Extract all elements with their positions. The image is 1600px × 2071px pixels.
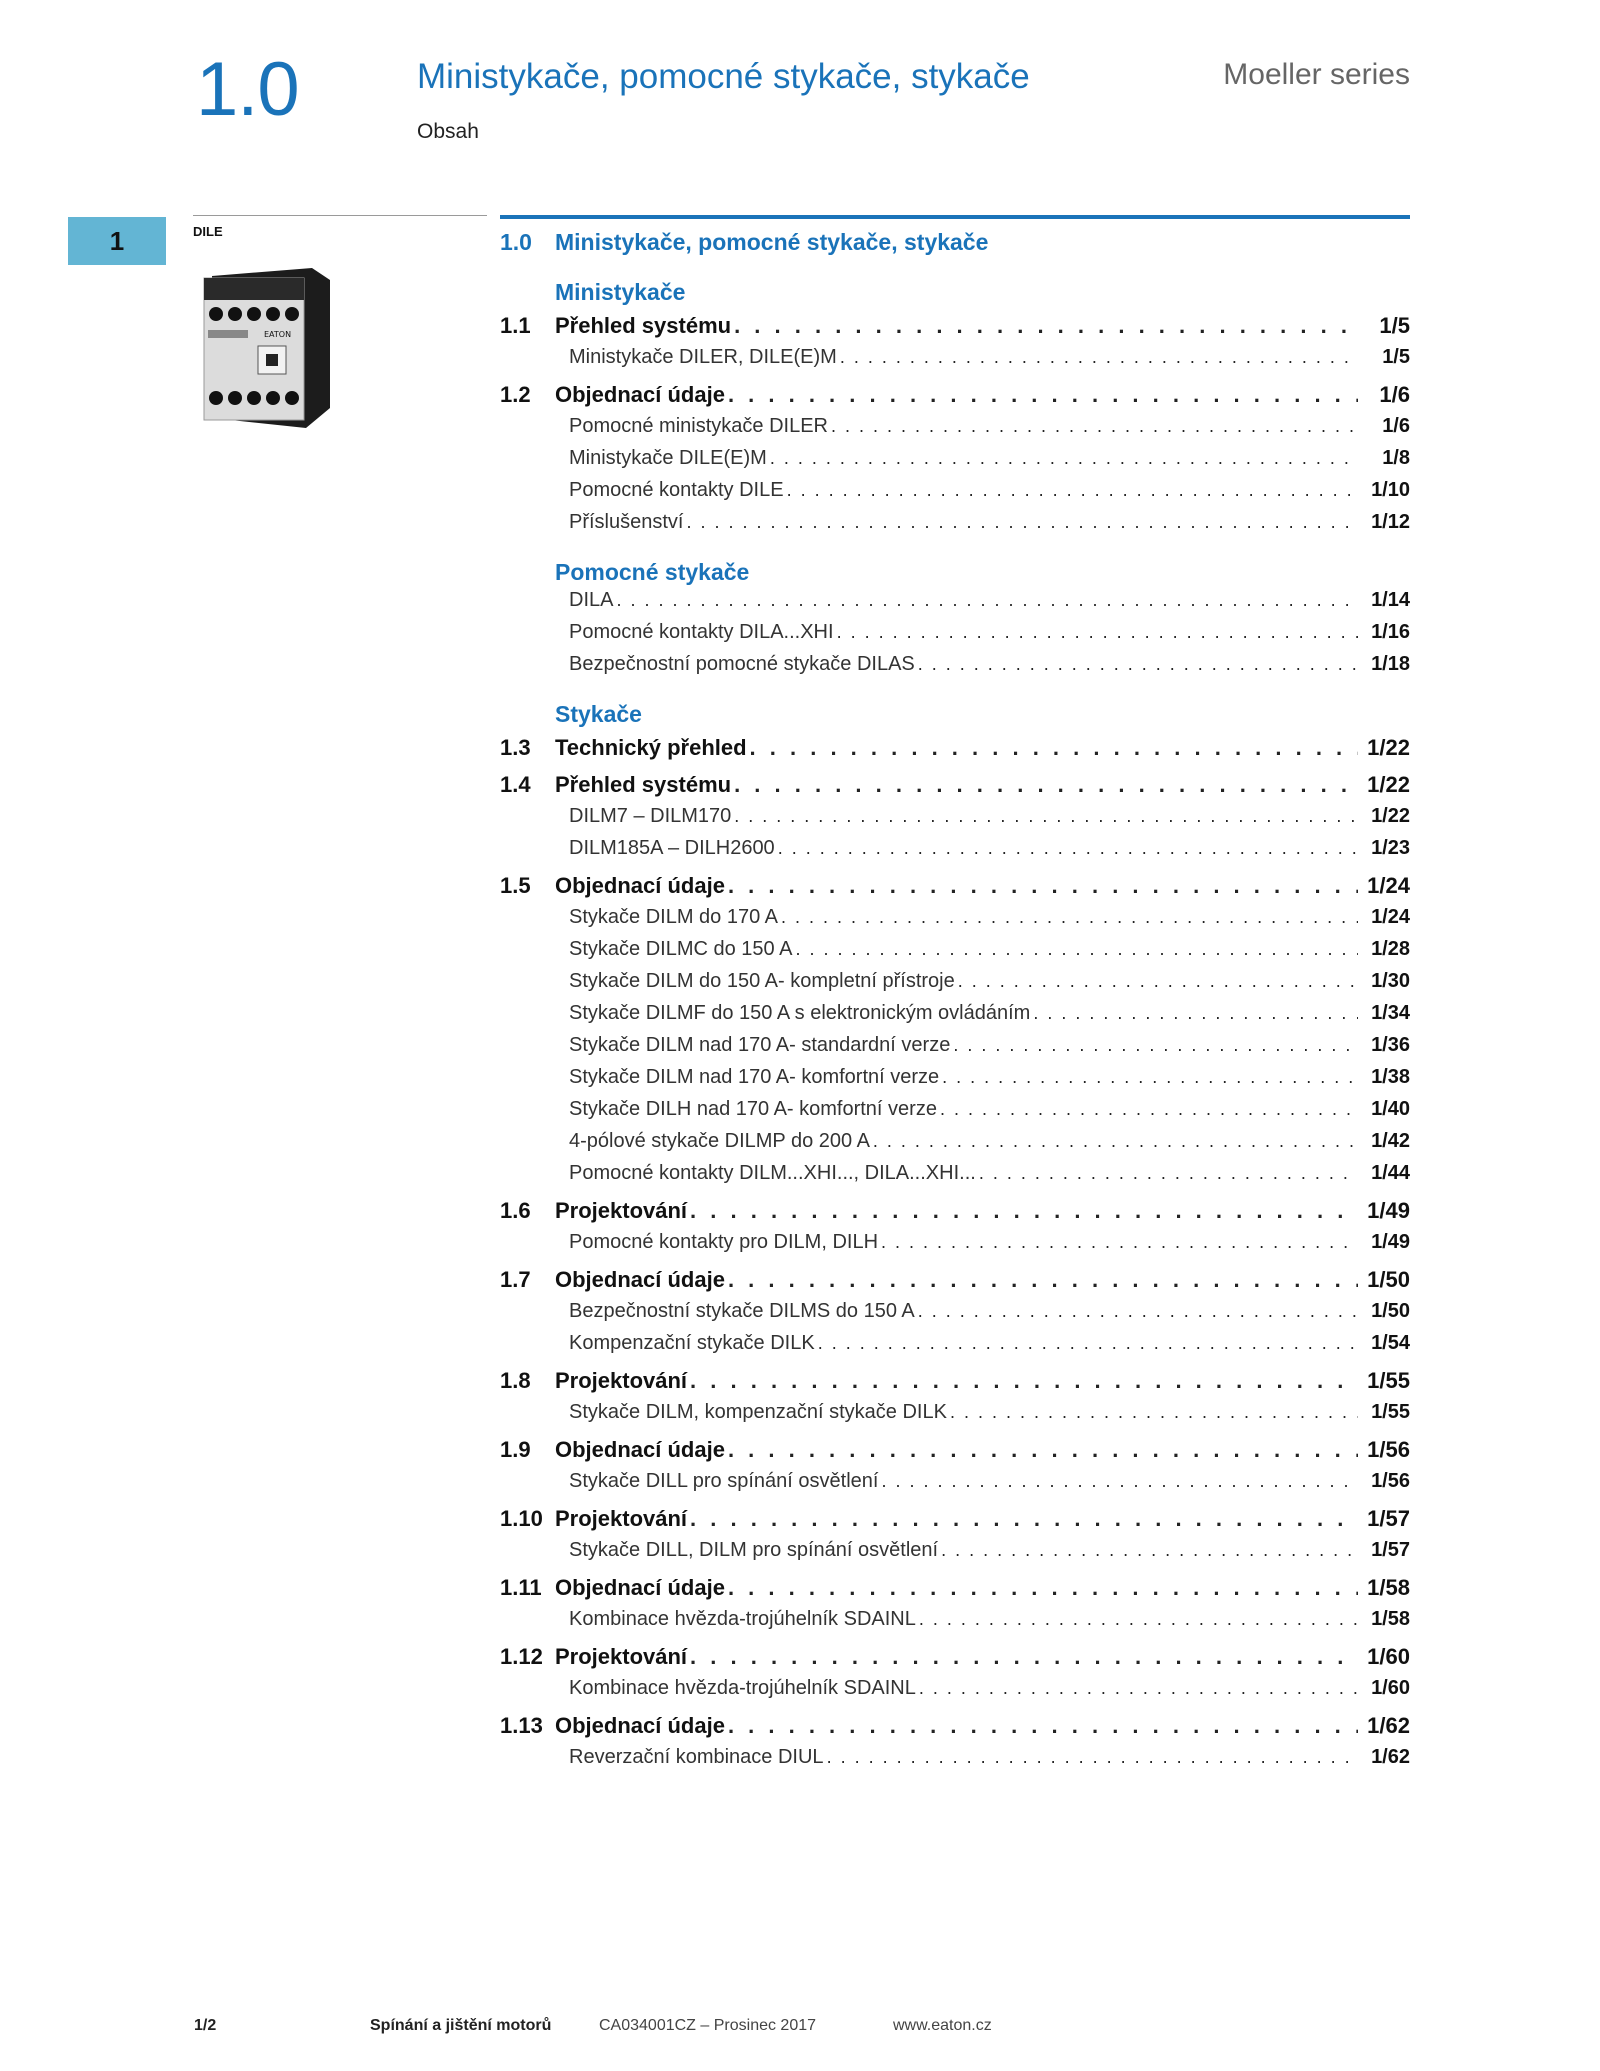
toc-dot-leader [915,654,1358,675]
toc-entry-label: Stykače DILH nad 170 A- komfortní verze [569,1098,937,1120]
toc-sub-entry[interactable] [500,1746,1410,1778]
toc-entry-label: 4-pólové stykače DILMP do 200 A [569,1130,870,1152]
toc-entry-label: Objednací údaje [555,1437,725,1462]
toc-dot-leader [950,1035,1358,1056]
toc-entry-label: DILA [569,589,614,611]
toc-entry-label: Projektování [555,1198,688,1223]
toc-sub-entry[interactable] [500,1034,1410,1066]
toc-section-entry[interactable] [500,1644,1410,1677]
toc-page-number: 1/16 [1371,621,1410,643]
toc-dot-leader [683,512,1358,533]
toc-entry-number: 1.3 [500,735,531,760]
toc-sub-entry[interactable] [500,447,1410,479]
toc-entry-label: Stykače DILMC do 150 A [569,938,793,960]
toc-sub-entry[interactable] [500,1539,1410,1571]
toc-entry-label: Projektování [555,1506,688,1531]
toc-entry-label: Pomocné kontakty DILM...XHI..., DILA...XHI... [569,1162,976,1184]
toc-page-number: 1/40 [1371,1098,1410,1120]
toc-section-entry[interactable] [500,1575,1410,1608]
toc-entry-number: 1.2 [500,382,531,407]
toc-page-number: 1/60 [1367,1644,1410,1669]
toc-entry-number: 1.8 [500,1368,531,1393]
toc-dot-leader [824,1747,1358,1768]
toc-page-number: 1/23 [1371,837,1410,859]
toc-dot-leader [725,1437,1358,1463]
toc-sub-entry[interactable] [500,1231,1410,1263]
toc-section-entry[interactable] [500,1267,1410,1300]
toc-page-number: 1/22 [1367,735,1410,760]
toc-dot-leader [725,1575,1358,1601]
toc-entry-label: Pomocné ministykače DILER [569,415,828,437]
toc-page-number: 1/24 [1367,873,1410,898]
toc-page-number: 1/24 [1371,906,1410,928]
toc-sub-entry[interactable] [500,1098,1410,1130]
toc-sub-entry[interactable] [500,346,1410,378]
toc-page-number: 1/22 [1371,805,1410,827]
toc-entry-label: Příslušenství [569,511,684,533]
toc-dot-leader [731,772,1358,798]
toc-entry-label: Objednací údaje [555,1713,725,1738]
toc-entry-label: Ministykače DILE(E)M [569,447,767,469]
toc-dot-leader [916,1678,1358,1699]
toc-dot-leader [1030,1003,1358,1024]
toc-sub-entry[interactable] [500,415,1410,447]
toc-entry-label: Pomocné kontakty DILE [569,479,784,501]
toc-dot-leader [725,1267,1358,1293]
toc-entry-number: 1.11 [500,1575,542,1600]
toc-dot-leader [955,971,1358,992]
toc-entry-label: Stykače DILM do 170 A [569,906,779,928]
toc-page-number: 1/58 [1367,1575,1410,1600]
footer-page-number: 1/2 [194,2017,217,2034]
product-logo: EATON [264,330,292,339]
toc-header-number: 1.0 [500,229,532,255]
toc-sub-entry[interactable] [500,479,1410,511]
toc-sub-entry[interactable] [500,511,1410,543]
toc-page-number: 1/58 [1371,1608,1410,1630]
toc-sub-entry[interactable] [500,1300,1410,1332]
toc-entry-number: 1.1 [500,313,531,338]
toc-dot-leader [870,1131,1358,1152]
toc-dot-leader [687,1198,1358,1224]
toc-page-number: 1/55 [1367,1368,1410,1393]
toc-entry-label: Stykače DILL pro spínání osvětlení [569,1470,879,1492]
toc-dot-leader [878,1471,1358,1492]
toc-entry-label: Technický přehled [555,735,747,760]
toc-dot-leader [834,622,1358,643]
toc-entry-number: 1.6 [500,1198,531,1223]
toc-page-number: 1/56 [1367,1437,1410,1462]
toc-dot-leader [687,1506,1358,1532]
toc-sub-entry[interactable] [500,1332,1410,1364]
toc-header[interactable] [500,229,1410,263]
toc-sub-entry[interactable] [500,1162,1410,1194]
toc-dot-leader [725,1713,1358,1739]
toc-entry-label: Projektování [555,1644,688,1669]
product-label: DILE [193,224,223,239]
toc-page-number: 1/57 [1371,1539,1410,1561]
toc-dot-leader [613,590,1358,611]
toc-page-number: 1/5 [1382,346,1410,368]
toc-entry-label: Objednací údaje [555,873,725,898]
toc-section-entry[interactable] [500,313,1410,346]
toc-sub-entry[interactable] [500,621,1410,653]
toc-entry-label: DILM185A – DILH2600 [569,837,775,859]
toc-page-number: 1/57 [1367,1506,1410,1531]
toc-entry-label: Objednací údaje [555,1575,725,1600]
toc-entry-number: 1.4 [500,772,531,797]
toc-dot-leader [725,873,1358,899]
toc-page-number: 1/28 [1371,938,1410,960]
toc-dot-leader [767,448,1358,469]
toc-section-entry[interactable] [500,873,1410,906]
toc-dot-leader [937,1099,1358,1120]
toc-dot-leader [792,939,1358,960]
toc-entry-number: 1.10 [500,1506,543,1531]
toc-sub-entry[interactable] [500,837,1410,869]
toc-entry-label: Přehled systému [555,313,732,338]
toc-entry-label: Objednací údaje [555,1267,725,1292]
toc-page-number: 1/38 [1371,1066,1410,1088]
toc-header-title: Ministykače, pomocné stykače, stykače [555,229,989,255]
footer-website[interactable]: www.eaton.cz [893,2017,992,2034]
toc-list [500,275,1410,1778]
toc-entry-label: Stykače DILM nad 170 A- komfortní verze [569,1066,940,1088]
footer-doc-title: Spínání a jištění motorů [370,2017,552,2034]
toc-page-number: 1/56 [1371,1470,1410,1492]
toc-dot-leader [725,382,1358,408]
footer-doc-code: CA034001CZ – Prosinec 2017 [599,2017,817,2034]
toc-dot-leader [915,1301,1358,1322]
toc-dot-leader [828,416,1358,437]
toc-entry-label: Stykače DILM, kompenzační stykače DILK [569,1401,947,1423]
toc-sub-entry[interactable] [500,1470,1410,1502]
toc-section-entry[interactable] [500,1713,1410,1746]
toc-sub-entry[interactable] [500,1677,1410,1709]
toc-entry-label: Objednací údaje [555,382,725,407]
toc-entry-label: Bezpečnostní pomocné stykače DILAS [569,653,915,675]
toc-entry-label: Stykače DILL, DILM pro spínání osvětlení [569,1539,939,1561]
toc-entry-label: Přehled systému [555,772,732,797]
toc-sub-entry[interactable] [500,906,1410,938]
toc-section-entry[interactable] [500,1506,1410,1539]
toc-sub-entry[interactable] [500,1066,1410,1098]
toc-sub-entry[interactable] [500,589,1410,621]
toc-page-number: 1/22 [1367,772,1410,797]
toc-page-number: 1/30 [1371,970,1410,992]
toc-entry-number: 1.5 [500,873,531,898]
toc-page-number: 1/18 [1371,653,1410,675]
toc-entry-number: 1.13 [500,1713,543,1738]
toc-entry-number: 1.12 [500,1644,543,1669]
page-subtitle: Obsah [417,120,479,143]
toc-top-rule [500,215,1410,219]
toc-entry-number: 1.9 [500,1437,531,1462]
toc-page-number: 1/14 [1371,589,1410,611]
toc-section-entry[interactable] [500,1198,1410,1231]
toc-entry-label: Projektování [555,1368,688,1393]
toc-group-heading: Stykače [555,701,642,727]
toc-sub-entry[interactable] [500,1130,1410,1162]
toc-dot-leader [837,347,1358,368]
toc-entry-label: Ministykače DILER, DILE(E)M [569,346,837,368]
toc-entry-label: DILM7 – DILM170 [569,805,732,827]
toc-sub-entry[interactable] [500,805,1410,837]
toc-sub-entry[interactable] [500,1002,1410,1034]
toc-entry-label: Kombinace hvězda-trojúhelník SDAINL [569,1608,916,1630]
toc-dot-leader [878,1232,1358,1253]
toc-page-number: 1/6 [1382,415,1410,437]
toc-sub-entry[interactable] [500,1608,1410,1640]
toc-page-number: 1/8 [1382,447,1410,469]
page-title: Ministykače, pomocné stykače, stykače [417,57,1030,96]
toc-dot-leader [775,838,1358,859]
toc-section-entry[interactable] [500,1437,1410,1470]
toc-dot-leader [784,480,1358,501]
toc-section-entry[interactable] [500,735,1410,768]
toc-section-entry[interactable] [500,772,1410,805]
toc-entry-label: Kompenzační stykače DILK [569,1332,815,1354]
section-number: 1.0 [196,47,299,132]
toc-dot-leader [687,1368,1358,1394]
toc-entry-label: Kombinace hvězda-trojúhelník SDAINL [569,1677,916,1699]
product-image [194,258,334,430]
toc-entry-label: Reverzační kombinace DIUL [569,1746,824,1768]
toc-page-number: 1/12 [1371,511,1410,533]
toc-dot-leader [731,313,1358,339]
brand-label: Moeller series [1223,58,1410,91]
chapter-tab[interactable]: 1 [68,217,166,265]
toc-page-number: 1/62 [1367,1713,1410,1738]
toc-entry-number: 1.7 [500,1267,531,1292]
toc-page-number: 1/49 [1367,1198,1410,1223]
toc-page-number: 1/44 [1371,1162,1410,1184]
toc-page-number: 1/6 [1379,382,1410,407]
toc-entry-label: Stykače DILM nad 170 A- standardní verze [569,1034,951,1056]
toc-dot-leader [939,1067,1358,1088]
toc-entry-label: Stykače DILMF do 150 A s elektronickým ovládáním [569,1002,1031,1024]
toc-dot-leader [778,907,1358,928]
sidebar-divider [193,215,487,216]
toc-group-heading: Ministykače [555,279,686,305]
toc-page-number: 1/10 [1371,479,1410,501]
toc-dot-leader [947,1402,1358,1423]
toc-section-entry[interactable] [500,382,1410,415]
toc-dot-leader [938,1540,1358,1561]
toc-dot-leader [976,1163,1358,1184]
toc-entry-label: Stykače DILM do 150 A- kompletní přístroje [569,970,955,992]
toc-dot-leader [731,806,1358,827]
toc-entry-label: Pomocné kontakty pro DILM, DILH [569,1231,879,1253]
toc-page-number: 1/34 [1371,1002,1410,1024]
toc-group-heading: Pomocné stykače [555,559,750,585]
toc-page-number: 1/60 [1371,1677,1410,1699]
toc-page-number: 1/36 [1371,1034,1410,1056]
toc-sub-entry[interactable] [500,1401,1410,1433]
toc-page-number: 1/54 [1371,1332,1410,1354]
toc-entry-label: Bezpečnostní stykače DILMS do 150 A [569,1300,915,1322]
toc-sub-entry[interactable] [500,938,1410,970]
toc-dot-leader [747,735,1358,761]
toc-dot-leader [687,1644,1358,1670]
toc-page-number: 1/49 [1371,1231,1410,1253]
toc-page-number: 1/50 [1371,1300,1410,1322]
toc-entry-label: Pomocné kontakty DILA...XHI [569,621,834,643]
toc-page-number: 1/42 [1371,1130,1410,1152]
toc-dot-leader [916,1609,1358,1630]
table-of-contents [500,215,1410,1778]
toc-sub-entry[interactable] [500,653,1410,685]
toc-page-number: 1/5 [1379,313,1410,338]
toc-page-number: 1/55 [1371,1401,1410,1423]
toc-dot-leader [815,1333,1358,1354]
toc-page-number: 1/62 [1371,1746,1410,1768]
toc-section-entry[interactable] [500,1368,1410,1401]
toc-sub-entry[interactable] [500,970,1410,1002]
toc-page-number: 1/50 [1367,1267,1410,1292]
